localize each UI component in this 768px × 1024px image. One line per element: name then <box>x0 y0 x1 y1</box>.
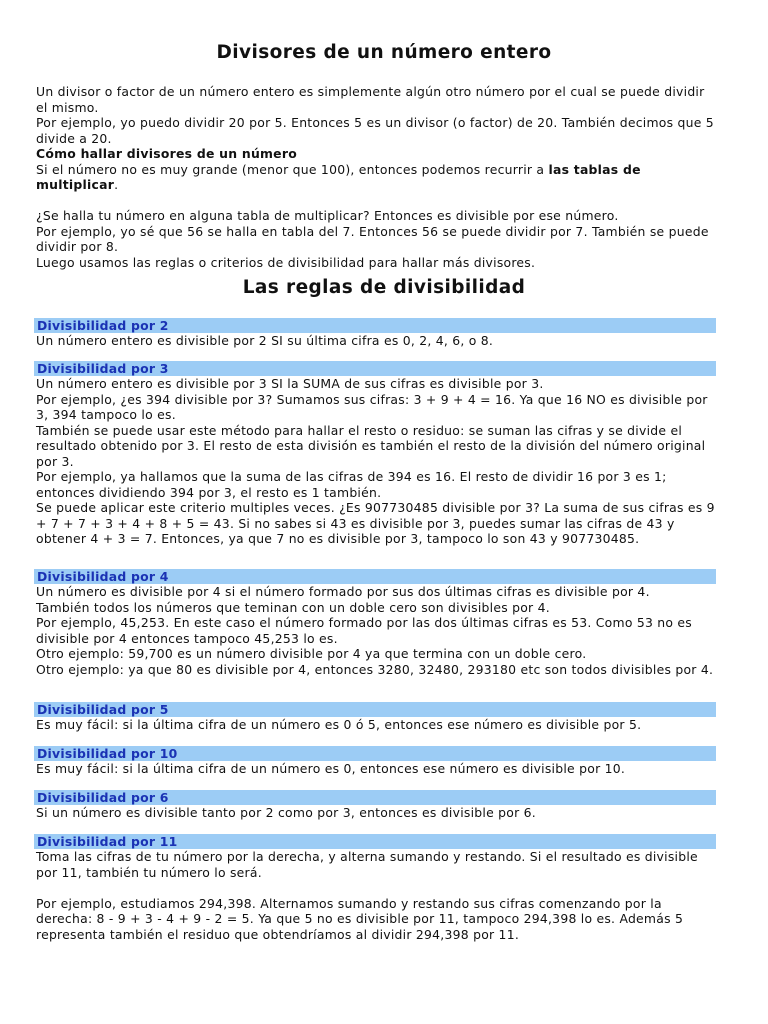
rule-heading-10: Divisibilidad por 10 <box>34 746 716 761</box>
rule-6-paragraph: Si un número es divisible tanto por 2 como por 3, entonces es divisible por 6. <box>36 805 536 820</box>
rule-body-10 <box>36 761 720 777</box>
rule-4-paragraph: Un número es divisible por 4 si el número formado por sus dos últimas cifras es divisible por 4. <box>36 584 650 599</box>
rule-11-paragraph: Por ejemplo, estudiamos 294,398. Alternamos sumando y restando sus cifras comenzando por la derecha: 8 - 9 + 3 - 4 + 9 - 2 = 5. Ya que 5 no es divisible por 11, tampoco 294,398 lo es. Además 5 representa también el residuo que obtendríamos al dividir 294,398 por 11. <box>36 895 684 942</box>
rule-heading-11: Divisibilidad por 11 <box>34 834 716 849</box>
intro-paragraph-3-end: . <box>114 177 119 192</box>
intro-paragraph-1: Un divisor o factor de un número entero es simplemente algún otro número por el cual se puede dividir el mismo. <box>36 84 705 115</box>
rule-4-paragraph: Otro ejemplo: ya que 80 es divisible por 4, entonces 3280, 32480, 293180 etc son todos divisibles por 4. <box>36 661 714 677</box>
rule-3-paragraph: Se puede aplicar este criterio multiples veces. ¿Es 907730485 divisible por 3? La suma de sus cifras es 9 + 7 + 7 + 3 + 4 + 8 + 5 = 43. Si no sabes si 43 es divisible por 3, puedes sumar las cifras de 43 y obtener 4 + 3 = 7. Entonces, ya que 7 no es divisible por 3, tampoco lo son 43 y 907730485. <box>36 500 715 546</box>
rule-4-paragraph: También todos los números que teminan con un doble cero son divisibles por 4. <box>36 599 550 615</box>
multiplication-tables-emphasis: las tablas de multiplicar <box>36 161 641 192</box>
intro-paragraph-3 <box>36 162 720 193</box>
rule-body-4 <box>36 584 720 677</box>
rules-subtitle: Las reglas de divisibilidad <box>242 277 526 298</box>
page-title: Divisores de un número entero <box>216 42 552 63</box>
intro-paragraph-6: Luego usamos las reglas o criterios de divisibilidad para hallar más divisores. <box>36 254 536 270</box>
rule-10-paragraph: Es muy fácil: si la última cifra de un número es 0, entonces ese número es divisible por 10. <box>36 761 626 776</box>
rule-heading-5: Divisibilidad por 5 <box>34 702 716 717</box>
rule-heading-3: Divisibilidad por 3 <box>34 361 716 376</box>
rule-body-2 <box>36 333 720 349</box>
rule-3-paragraph: Un número entero es divisible por 3 SI la SUMA de sus cifras es divisible por 3. <box>36 376 544 391</box>
rule-body-3 <box>36 376 720 547</box>
intro-paragraph-4: ¿Se halla tu número en alguna tabla de multiplicar? Entonces es divisible por ese número. <box>36 208 619 223</box>
intro-paragraph-3-start: Si el número no es muy grande (menor que 100), entonces podemos recurrir a <box>36 161 549 177</box>
rule-3-paragraph: También se puede usar este método para hallar el resto o residuo: se suman las cifras y se divide el resultado obtenido por 3. El resto de esta división es también el resto de la división del número original por 3. <box>36 422 706 469</box>
rule-5-paragraph: Es muy fácil: si la última cifra de un número es 0 ó 5, entonces ese número es divisible por 5. <box>36 717 642 732</box>
rule-3-paragraph: Por ejemplo, ya hallamos que la suma de las cifras de 394 es 16. El resto de dividir 16 por 3 es 1; entonces dividiendo 394 por 3, el resto es 1 también. <box>36 469 667 500</box>
intro-paragraph-5: Por ejemplo, yo sé que 56 se halla en tabla del 7. Entonces 56 se puede dividir por 7. También se puede dividir por 8. <box>36 223 709 254</box>
rule-body-6 <box>36 805 720 821</box>
intro-paragraph-2: Por ejemplo, yo puedo dividir 20 por 5. Entonces 5 es un divisor (o factor) de 20. También decimos que 5 divide a 20. <box>36 115 714 146</box>
rule-body-5 <box>36 717 720 733</box>
rule-4-paragraph: Otro ejemplo: 59,700 es un número divisible por 4 ya que termina con un doble cero. <box>36 646 587 661</box>
rule-2-paragraph: Un número entero es divisible por 2 SI su última cifra es 0, 2, 4, 6, o 8. <box>36 333 494 348</box>
rule-heading-2: Divisibilidad por 2 <box>34 318 716 333</box>
rule-heading-6: Divisibilidad por 6 <box>34 790 716 805</box>
intro-section <box>36 84 720 270</box>
how-to-find-heading: Cómo hallar divisores de un número <box>36 146 297 161</box>
rule-4-paragraph: Por ejemplo, 45,253. En este caso el número formado por las dos últimas cifras es 53. Como 53 no es divisible por 4 entonces tampoco 45,253 lo es. <box>36 615 693 646</box>
rule-3-paragraph: Por ejemplo, ¿es 394 divisible por 3? Sumamos sus cifras: 3 + 9 + 4 = 16. Ya que 16 NO es divisible por 3, 394 tampoco lo es. <box>36 391 708 422</box>
rule-11-paragraph: Toma las cifras de tu número por la derecha, y alterna sumando y restando. Si el resultado es divisible por 11, también tu número lo será. <box>36 849 698 880</box>
rule-body-11 <box>36 849 720 942</box>
rule-heading-4: Divisibilidad por 4 <box>34 569 716 584</box>
